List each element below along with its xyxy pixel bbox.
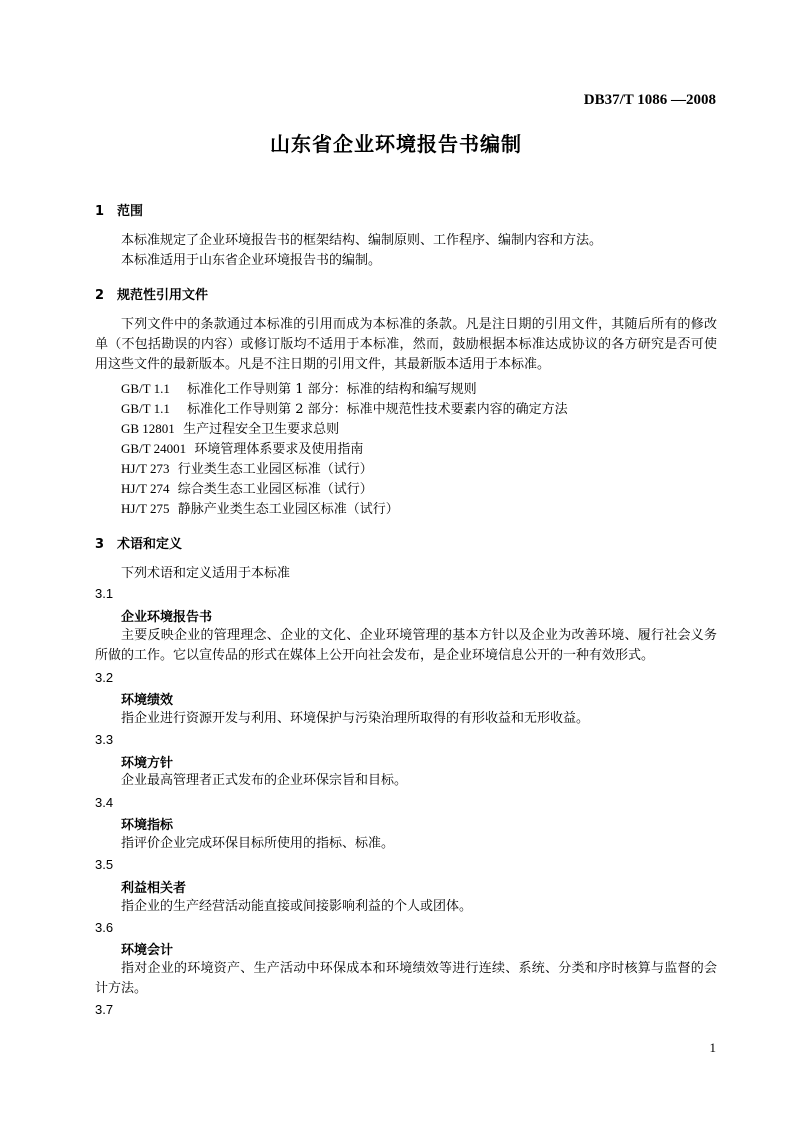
reference-code: GB/T 1.1	[121, 381, 170, 396]
reference-title: 生产过程安全卫生要求总则	[183, 422, 340, 437]
paragraph: 本标准适用于山东省企业环境报告书的编制。	[121, 253, 382, 268]
section-heading-normative-references	[95, 284, 208, 303]
term-name: 环境绩效	[121, 693, 174, 708]
reference-title: 行业类生态工业园区标准（试行）	[177, 462, 373, 477]
paragraph: 下列术语和定义适用于本标准	[121, 566, 291, 581]
reference-title: 环境管理体系要求及使用指南	[194, 442, 364, 457]
reference-code: HJ/T 273	[121, 461, 170, 476]
reference-item	[121, 398, 568, 417]
term-definition: 指对企业的环境资产、生产活动中环保成本和环境绩效等进行连续、系统、分类和序时核算与监督的会计方法。	[95, 961, 717, 996]
term-definition: 主要反映企业的管理理念、企业的文化、企业环境管理的基本方针以及企业为改善环境、履行社会义务所做的工作。它以宣传品的形式在媒体上公开向社会发布，是企业环境信息公开的一种有效形式。	[95, 628, 717, 663]
term-name: 企业环境报告书	[121, 610, 213, 625]
reference-item	[121, 378, 477, 397]
term-number: 3.6	[95, 920, 114, 935]
section-title: 范围	[117, 204, 144, 219]
term-definition: 指评价企业完成环保目标所使用的指标、标准。	[121, 836, 395, 851]
paragraph: 本标准规定了企业环境报告书的框架结构、编制原则、工作程序、编制内容和方法。	[121, 233, 603, 248]
reference-code: GB/T 24001	[121, 441, 187, 456]
reference-title: 综合类生态工业园区标准（试行）	[177, 482, 373, 497]
term-definition: 企业最高管理者正式发布的企业环保宗旨和目标。	[121, 773, 408, 788]
section-heading-scope	[95, 200, 143, 219]
reference-code: HJ/T 274	[121, 481, 170, 496]
reference-item	[121, 418, 339, 437]
reference-item	[121, 498, 399, 517]
term-name: 环境指标	[121, 818, 174, 833]
reference-title: 静脉产业类生态工业园区标准（试行）	[177, 502, 399, 517]
term-name: 环境会计	[121, 943, 174, 958]
term-number: 3.2	[95, 670, 114, 685]
page-number: 1	[709, 1040, 716, 1055]
paragraph: 下列文件中的条款通过本标准的引用而成为本标准的条款。凡是注日期的引用文件，其随后所有的修改单（不包括勘误的内容）或修订版均不适用于本标准，然而，鼓励根据本标准达成协议的各方研究是否可使用这些文件的最新版本。凡是不注日期的引用文件，其最新版本适用于本标准。	[95, 317, 717, 372]
document-title: 山东省企业环境报告书编制	[270, 132, 522, 156]
reference-code: HJ/T 275	[121, 501, 170, 516]
reference-item	[121, 478, 373, 497]
term-definition: 指企业进行资源开发与利用、环境保护与污染治理所取得的有形收益和无形收益。	[121, 711, 590, 726]
reference-item	[121, 458, 373, 477]
term-number: 3.5	[95, 857, 114, 872]
standard-code: DB37/T 1086 —2008	[583, 92, 716, 108]
section-heading-terms-definitions	[95, 533, 182, 552]
section-number: 1	[95, 204, 105, 219]
section-title: 规范性引用文件	[117, 288, 209, 303]
term-number: 3.3	[95, 732, 114, 747]
section-number: 3	[95, 537, 105, 552]
term-name: 利益相关者	[121, 881, 187, 896]
reference-title: 标准化工作导则第 1 部分：标准的结构和编写规则	[187, 382, 477, 397]
section-title: 术语和定义	[117, 537, 183, 552]
term-number: 3.4	[95, 795, 114, 810]
term-name: 环境方针	[121, 756, 174, 771]
reference-item	[121, 438, 363, 457]
reference-code: GB 12801	[121, 421, 175, 436]
term-number: 3.1	[95, 586, 114, 601]
term-definition: 指企业的生产经营活动能直接或间接影响利益的个人或团体。	[121, 899, 473, 914]
reference-title: 标准化工作导则第 2 部分：标准中规范性技术要素内容的确定方法	[187, 402, 568, 417]
section-number: 2	[95, 288, 105, 303]
term-number: 3.7	[95, 1002, 114, 1017]
reference-code: GB/T 1.1	[121, 401, 170, 416]
